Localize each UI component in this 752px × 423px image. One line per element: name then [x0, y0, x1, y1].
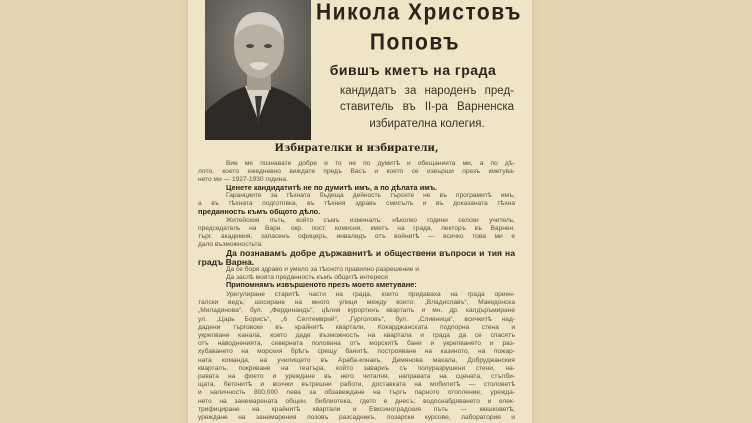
body-line: Ценете кандидатитѣ не по думитѣ имъ, а по дѣлата имъ.: [226, 183, 438, 192]
body-line: щата, бетонитѣ и всички вътрешни работи, доставката на мобилитѣ — столоветѣ: [198, 381, 515, 389]
body-line: нето на занемарената общин. библиотека, гдето е днесъ; водоснабдяването и елек-: [198, 397, 515, 405]
body-line: равата на фоето и уреждане въ него читалня, направата на сцената, стълби-: [198, 373, 515, 380]
body-line: преданность къмъ общото дѣло.: [198, 207, 321, 216]
body-line: а въ тѣхната подготовка, въ тѣхния здравъ смисълъ и въ доказаната тѣхна: [198, 200, 515, 207]
body-line: ната команда, на училището въ Араба-конакъ, Демянова махала, Добруджанския: [198, 356, 515, 364]
portrait-image: [205, 0, 311, 140]
body-line: Гаранциите за тѣхната бъдеща дейность търсете не въ програмитѣ имъ,: [226, 192, 515, 199]
body-line: трифициране на крайнитѣ квартали и Евксиноградския пъть — кюшковетѣ;: [198, 405, 515, 413]
former-mayor-subtitle: бившъ кметъ на града: [329, 62, 497, 78]
body-line: „Миладинова“, бул. „Фердинандъ“, цѣлия курортенъ кварталъ и мн. др. калдъръмиране: [198, 307, 515, 315]
body-line: и наличность 800,000 лева за обзавеждане на търгъ парното отопление, уреждa-: [198, 389, 515, 397]
candidate-name-line2: Поповъ: [369, 29, 461, 56]
body-line: председатель на Варн. окр. пост. комисия, кметъ на града, лекторъ въ Варнен.: [198, 225, 515, 232]
candidate-portrait-photo: [205, 0, 311, 140]
body-line: укрепване канала, което даде възможность на квартала и града да се спасятъ: [198, 332, 515, 339]
body-line: хубаването на морския брѣгъ срещу банитѣ, построяване на казиното, на пожар-: [198, 348, 515, 356]
body-line: Да се боря здраво и умело за тѣхното правилно разрешение и: [226, 266, 419, 273]
candidacy-line: ставитель въ II-ра Варненска: [340, 101, 514, 113]
body-line: Припомнямъ извършеното презъ моето кметуване:: [226, 280, 417, 289]
body-line: търг. академия, запасенъ офицеръ, инвалидъ отъ войнитѣ — всичко това ми е: [198, 233, 515, 240]
body-line: Да заслѣ моята преданность къмъ общитѣ интереси: [226, 274, 388, 281]
body-line: талски видъ; шосиране на много улици между които: „Владиславъ“, Македонска: [198, 299, 515, 307]
greeting-heading: Избирателки и избиратели,: [274, 143, 439, 154]
body-line: ул. „Царь Борисъ“, „6 Септемврий“, „Гурголовъ“, бул. „Сливница“, всичкитѣ над-: [198, 315, 515, 323]
body-line: отъ наводненията, северната половина отъ морскитѣ бани и укрепването и раз-: [198, 340, 515, 348]
body-line: градъ Варна.: [198, 257, 255, 267]
body-line: нето ми — 1927-1930 година.: [198, 176, 288, 183]
body-line: дадени търговски въ крайнитѣ квартали, Кокарджанската подпорна стена и: [198, 323, 515, 331]
candidacy-line: кандидатъ за народенъ пред-: [340, 85, 514, 97]
body-line: дало възможностьта:: [198, 241, 263, 248]
body-line: Урегулиране старитѣ части на града, които придаваха на града ориен-: [226, 291, 515, 298]
body-line: кварталъ, покриване на театъра, който завариъ съ полуразрушени стени, на-: [198, 364, 515, 372]
body-line: Житейския пъть, който съмъ изминалъ: нѣколко години селски учитель,: [226, 217, 515, 224]
body-line: Вие ме познавате добре и то не по думитѣ и обещанията ми, а по дѣ-: [226, 160, 515, 167]
body-line: уреждане на занемарения лозовъ разсадникъ, лозарски курсове, лаборатория и: [198, 414, 515, 421]
candidacy-line: избирателна колегия.: [369, 118, 485, 130]
body-line: лото, което ежедневно виждате предъ Васъ и което се извърши презъ кметува-: [198, 168, 515, 175]
candidate-name-line1: Никола Христовъ: [316, 0, 522, 26]
body-line: Да познавамъ добре държавнитѣ и обществени въпроси и тия на: [226, 248, 515, 258]
